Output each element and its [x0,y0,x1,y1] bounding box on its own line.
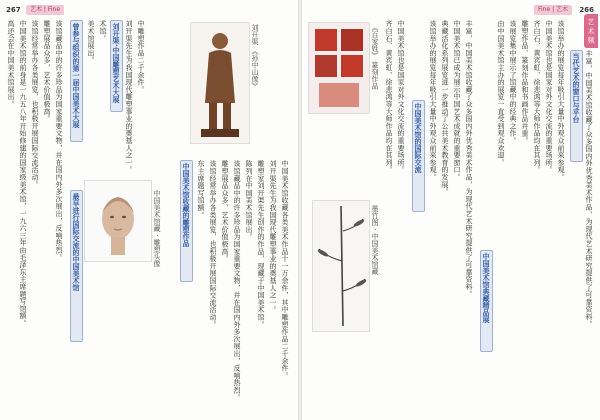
left-text-col-4: 雕塑展品众多，艺术价值极高。 [43,20,51,123]
right-page [302,0,600,420]
right-text-col-6: 丰富，中国美术馆收藏了众多国内外优秀美术作品，为现代艺术研究提供了可靠资料。 [465,20,473,298]
right-text-col-8: 该展览集中展示了馆藏中的经典之作。 [509,20,517,145]
left-section-tag: 艺术 | Fine [26,5,64,15]
sculpted-head-image [84,180,152,262]
chapter-tab[interactable]: 艺 术 频 道 [584,14,598,48]
left-text-col-10: 东主席题写馆额。 [197,160,205,219]
right-text-col-5: 中国美术馆已成为展示中国艺术成就的重要窗口。 [453,20,461,181]
left-text-col-17: 中国美术馆收藏各类美术作品十一万余件，其中雕塑作品二千余件。 [281,160,289,379]
ink-caption: 墨竹图 · 中国美术馆藏 [371,205,379,275]
right-text-col-4: 典藏活化系列展览进一步推动了公共美术教育的发展。 [441,20,449,196]
right-text-col-13: 丰富，中国美术馆收藏了众多国内外优秀美术作品，为现代艺术研究提供了可靠资料。 [585,50,593,328]
left-page [0,0,298,420]
right-heading-bar-3: 当代艺术的窗口与平台 [570,50,583,162]
left-heading-bar-1: 曾参与组织的第一届中国美术大展 [70,20,83,142]
left-text-col-5: 该馆藏品中的许多珍品为国家重要文物，并在国内外多次展出，反响热烈。 [55,20,63,261]
statue-caption: 刘开渠 《孙中山像》 [251,24,259,90]
right-section-tag: Fine | 艺术 [534,5,572,15]
right-heading-bar-1: 中国美术馆的国际交流 [412,100,425,212]
head-caption: 中国美术馆藏 · 雕塑头像 [153,190,161,267]
left-text-col-8: 刘开渠先生为我国现代雕塑事业的奠基人之一。 [125,20,133,174]
left-text-col-1: 高还会在中国美术馆展出。 [7,20,15,108]
right-text-col-10: 齐白石、黄宾虹、徐悲鸿等大师作品均在其列。 [533,20,541,174]
left-text-col-11: 该馆经常举办各类展览，也积极开展国际交流活动。 [209,160,217,328]
right-text-col-12: 该馆举办的展览每年吸引大量中外观众前来参观。 [557,20,565,181]
left-heading-bar-3: 刘开渠·中国雕塑艺术大展 [110,20,123,112]
left-heading-bar-4: 中国美术馆收藏的雕塑作品 [180,160,193,282]
left-text-col-13: 该馆藏品中的许多珍品为国家重要文物，并在国内外多次展出，反响热烈。 [233,160,241,401]
statue-image [190,22,250,144]
right-heading-bar-2: 中国美术馆典藏精品展 [480,250,493,352]
seal-stamps-image [308,22,370,114]
left-text-col-3: 该馆经常举办各类展览，也积极开展国际交流活动。 [31,20,39,188]
right-text-col-1: 齐白石、黄宾虹、徐悲鸿等大师作品均在其列。 [385,20,393,174]
left-text-col-16: 刘开渠先生为我国现代雕塑事业的奠基人之一。 [269,160,277,314]
right-text-col-2: 中国美术馆也是国家对外文化交流的重要场所。 [397,20,405,174]
left-text-col-6: 美术馆展出。 [87,20,95,64]
left-text-col-7: 术馆。 [99,20,107,42]
stamps-caption: 《百家姓》 篆刻作品 [371,24,379,90]
right-text-col-3: 该馆举办的展览每年吸引大量中外观众前来参观。 [429,20,437,181]
left-text-col-14: 陈列在中国美术馆展出。 [245,160,253,241]
left-text-col-12: 雕塑展品众多，艺术价值极高。 [221,160,229,263]
left-page-header [6,4,292,16]
right-text-col-7: 由中国美术馆主办的展览一直受到观众欢迎。 [497,20,505,166]
left-page-number: 267 [6,6,21,14]
right-page-number: 266 [579,6,594,14]
ink-bamboo-painting [312,200,370,332]
right-text-col-9: 雕塑作品、篆刻作品和书画作品并重。 [521,20,529,145]
left-text-col-9: 中雕塑作品二千余件。 [137,20,145,93]
right-page-header [308,4,594,16]
right-text-col-11: 中国美术馆也是国家对外文化交流的重要场所。 [545,20,553,174]
left-text-col-2: 中国美术馆的前身是一九五八年开始修建的国家级美术馆，一九六三年由毛泽东主席题写馆额。 [19,20,27,327]
left-text-col-15: 雕塑家刘开渠先生创作的作品，现藏于中国美术馆。 [257,160,265,328]
left-heading-bar-2: 最早进行国际交流的中国美术馆 [70,190,83,342]
